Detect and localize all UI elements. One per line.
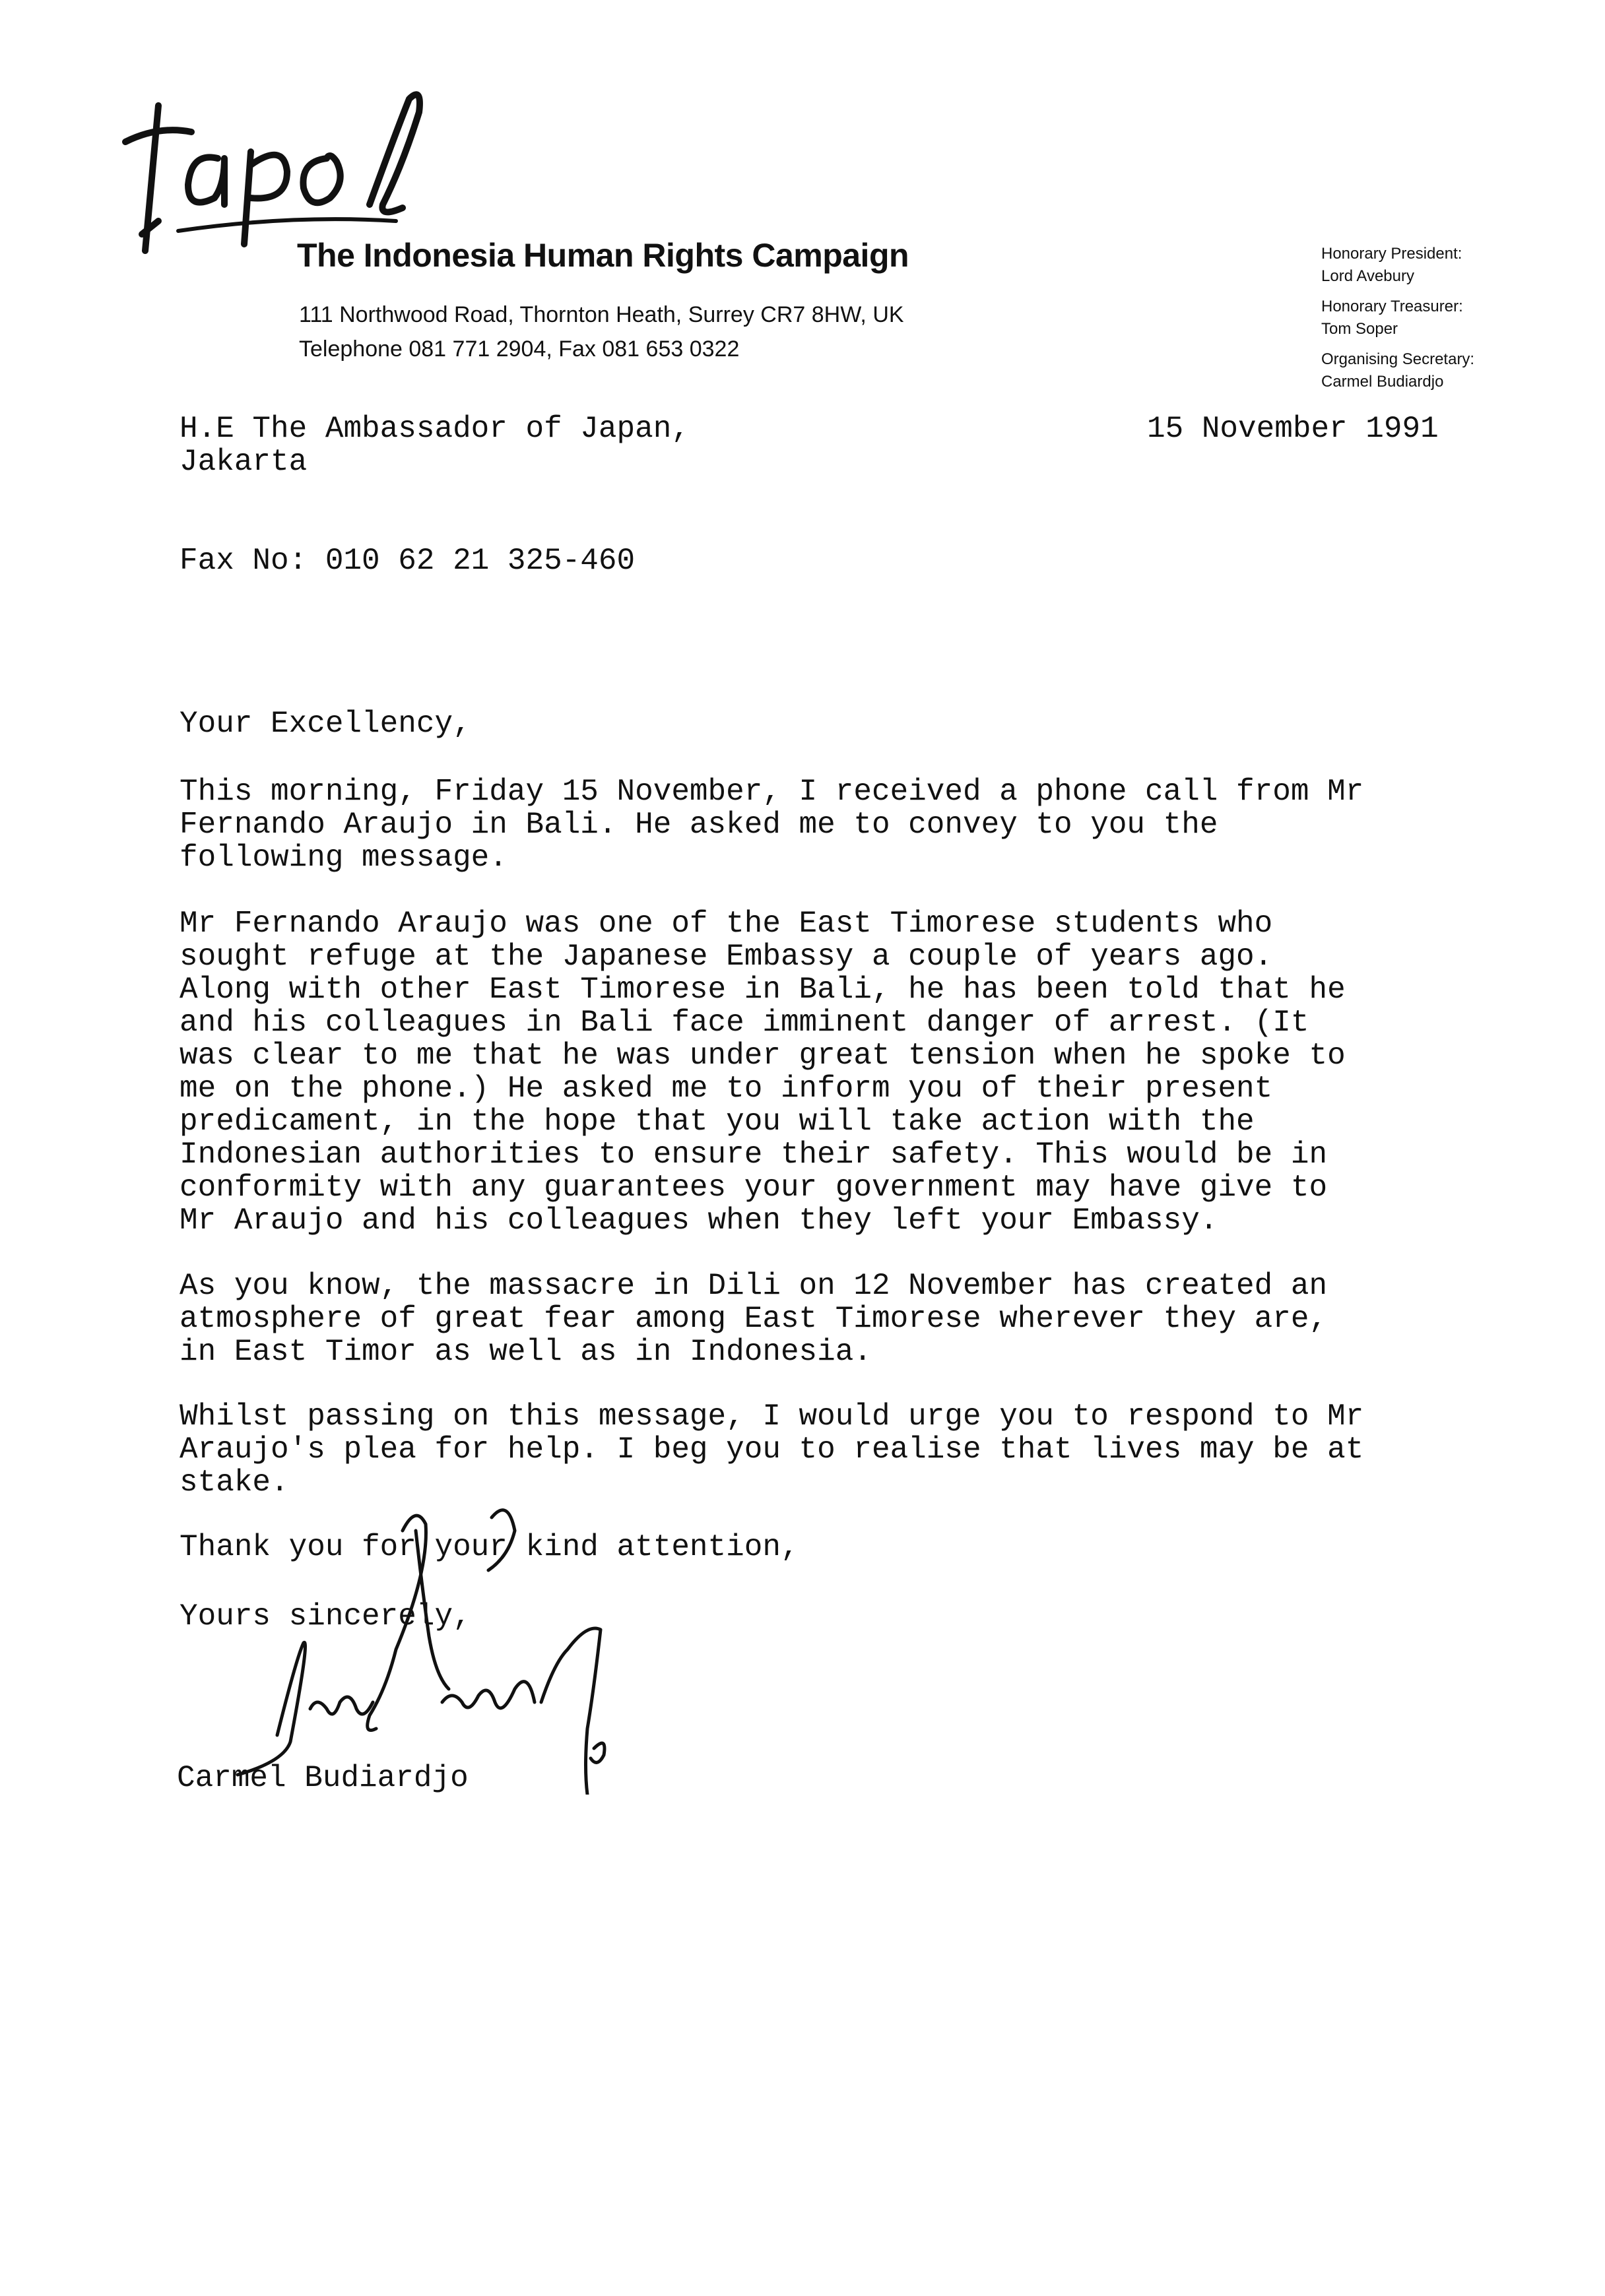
letter-date: 15 November 1991 (1147, 412, 1439, 446)
complimentary-closing: Yours sincerely, (180, 1599, 471, 1634)
recipient-address: H.E The Ambassador of Japan, Jakarta (180, 412, 690, 479)
thanks-line: Thank you for your kind attention, (180, 1530, 799, 1564)
officer-role-secretary: Organising Secretary: (1321, 350, 1475, 368)
officer-name-president: Lord Avebury (1321, 267, 1414, 285)
officer-name-secretary: Carmel Budiardjo (1321, 373, 1444, 391)
salutation: Your Excellency, (180, 707, 471, 741)
fax-number: Fax No: 010 62 21 325-460 (180, 544, 636, 578)
organization-phone-fax: Telephone 081 771 2904, Fax 081 653 0322 (299, 336, 740, 362)
officer-role-treasurer: Honorary Treasurer: (1321, 298, 1463, 315)
body-paragraph: This morning, Friday 15 November, I received a phone call from Mr Fernando Araujo in Bali. He asked me to convey to you the following message. (180, 775, 1364, 875)
officers-list (1321, 243, 1474, 393)
organization-address: 111 Northwood Road, Thornton Heath, Surrey CR7 8HW, UK (299, 302, 904, 327)
body-paragraph: As you know, the massacre in Dili on 12 November has created an atmosphere of great fear among East Timorese wherever they are, in East Timor as well as in Indonesia. (180, 1269, 1328, 1369)
officer-role-president: Honorary President: (1321, 245, 1462, 263)
signer-name: Carmel Budiardjo (177, 1761, 469, 1795)
organization-name: The Indonesia Human Rights Campaign (297, 237, 909, 274)
body-paragraph: Whilst passing on this message, I would urge you to respond to Mr Araujo's plea for help. I beg you to realise that lives may be at stake. (180, 1399, 1364, 1500)
body-paragraph: Mr Fernando Araujo was one of the East Timorese students who sought refuge at the Japanese Embassy a couple of years ago. Along with other East Timorese in Bali, he has been told that he and his colleagues in Bali face imminent danger of arrest. (It was clear to me that he was under great tension when he spoke to me on the phone.) He asked me to inform you of their present predicament, in the hope that you will take action with the Indonesian authorities to ensure their safety. This would be in conformity with any guarantees your government may have give to Mr Araujo and his colleagues when they left your Embassy. (180, 907, 1346, 1238)
officer-name-treasurer: Tom Soper (1321, 320, 1398, 338)
handwritten-signature (198, 1491, 700, 1795)
